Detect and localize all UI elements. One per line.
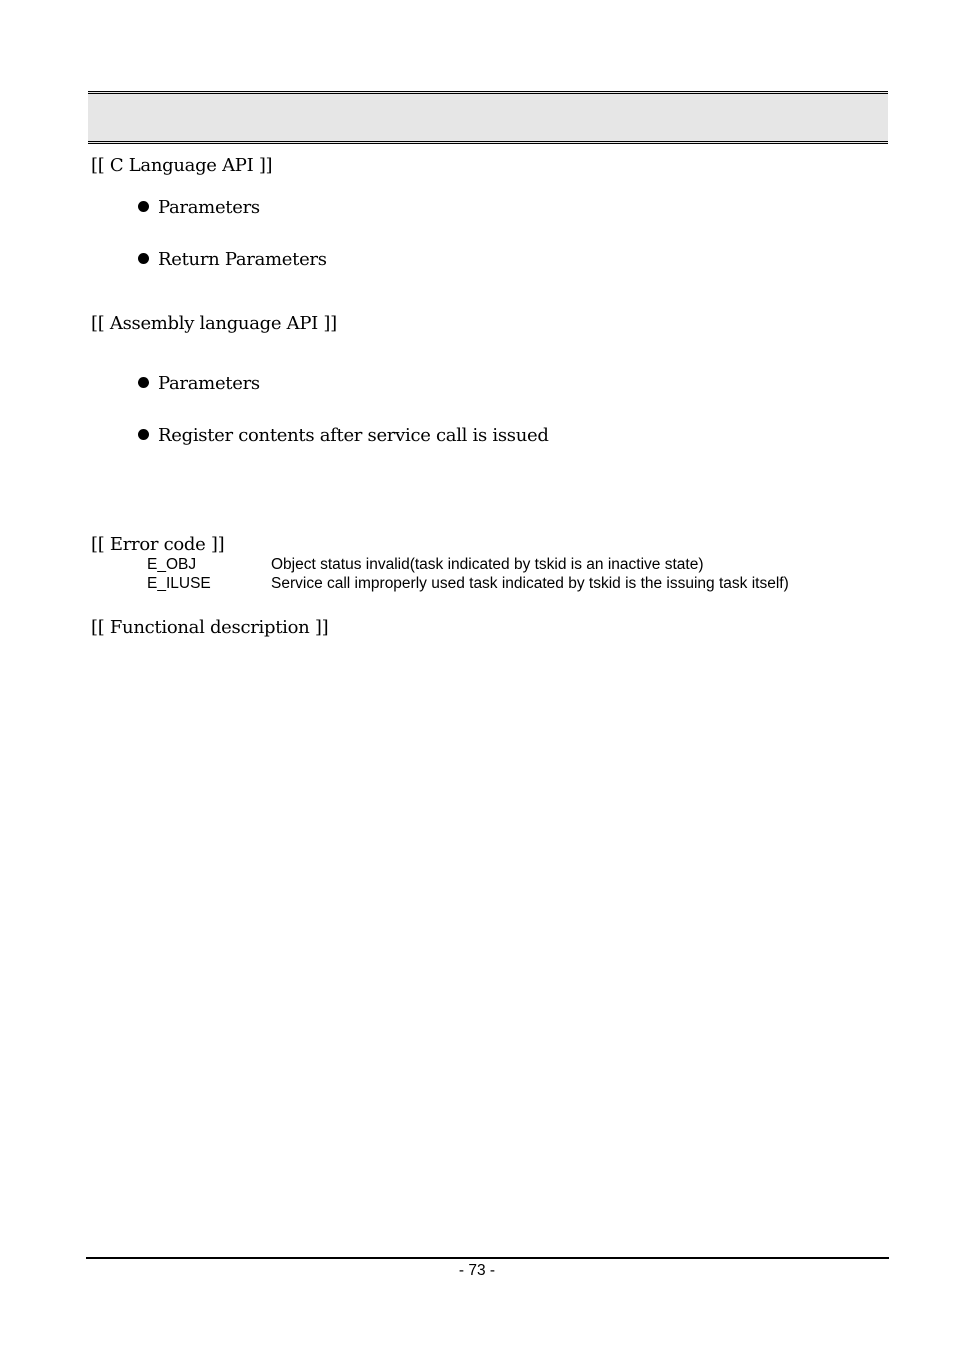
c-api-bullet-parameters (138, 197, 260, 218)
bullet-label: Register contents after service call is issued (158, 425, 549, 446)
error-code-row (147, 575, 789, 593)
c-api-heading: [[ C Language API ]] (91, 155, 273, 176)
bullet-dot-icon (138, 377, 149, 388)
error-description: Service call improperly used task indicated by tskid is the issuing task itself) (271, 575, 789, 592)
title-band (88, 91, 888, 144)
bullet-label: Parameters (158, 373, 260, 394)
bullet-label: Return Parameters (158, 249, 327, 270)
asm-api-bullet-parameters (138, 373, 260, 394)
asm-api-heading: [[ Assembly language API ]] (91, 313, 337, 334)
bullet-dot-icon (138, 429, 149, 440)
error-code-heading: [[ Error code ]] (91, 534, 225, 555)
asm-api-bullet-register-contents (138, 425, 549, 446)
error-code-row (147, 556, 703, 574)
error-code: E_ILUSE (147, 575, 211, 592)
bullet-dot-icon (138, 201, 149, 212)
bullet-dot-icon (138, 253, 149, 264)
c-api-bullet-return-parameters (138, 249, 327, 270)
error-description: Object status invalid(task indicated by tskid is an inactive state) (271, 556, 704, 573)
error-code: E_OBJ (147, 556, 197, 573)
page-number: - 73 - (458, 1262, 496, 1279)
bullet-label: Parameters (158, 197, 260, 218)
footer-divider (86, 1257, 889, 1259)
functional-description-heading: [[ Functional description ]] (91, 617, 329, 638)
